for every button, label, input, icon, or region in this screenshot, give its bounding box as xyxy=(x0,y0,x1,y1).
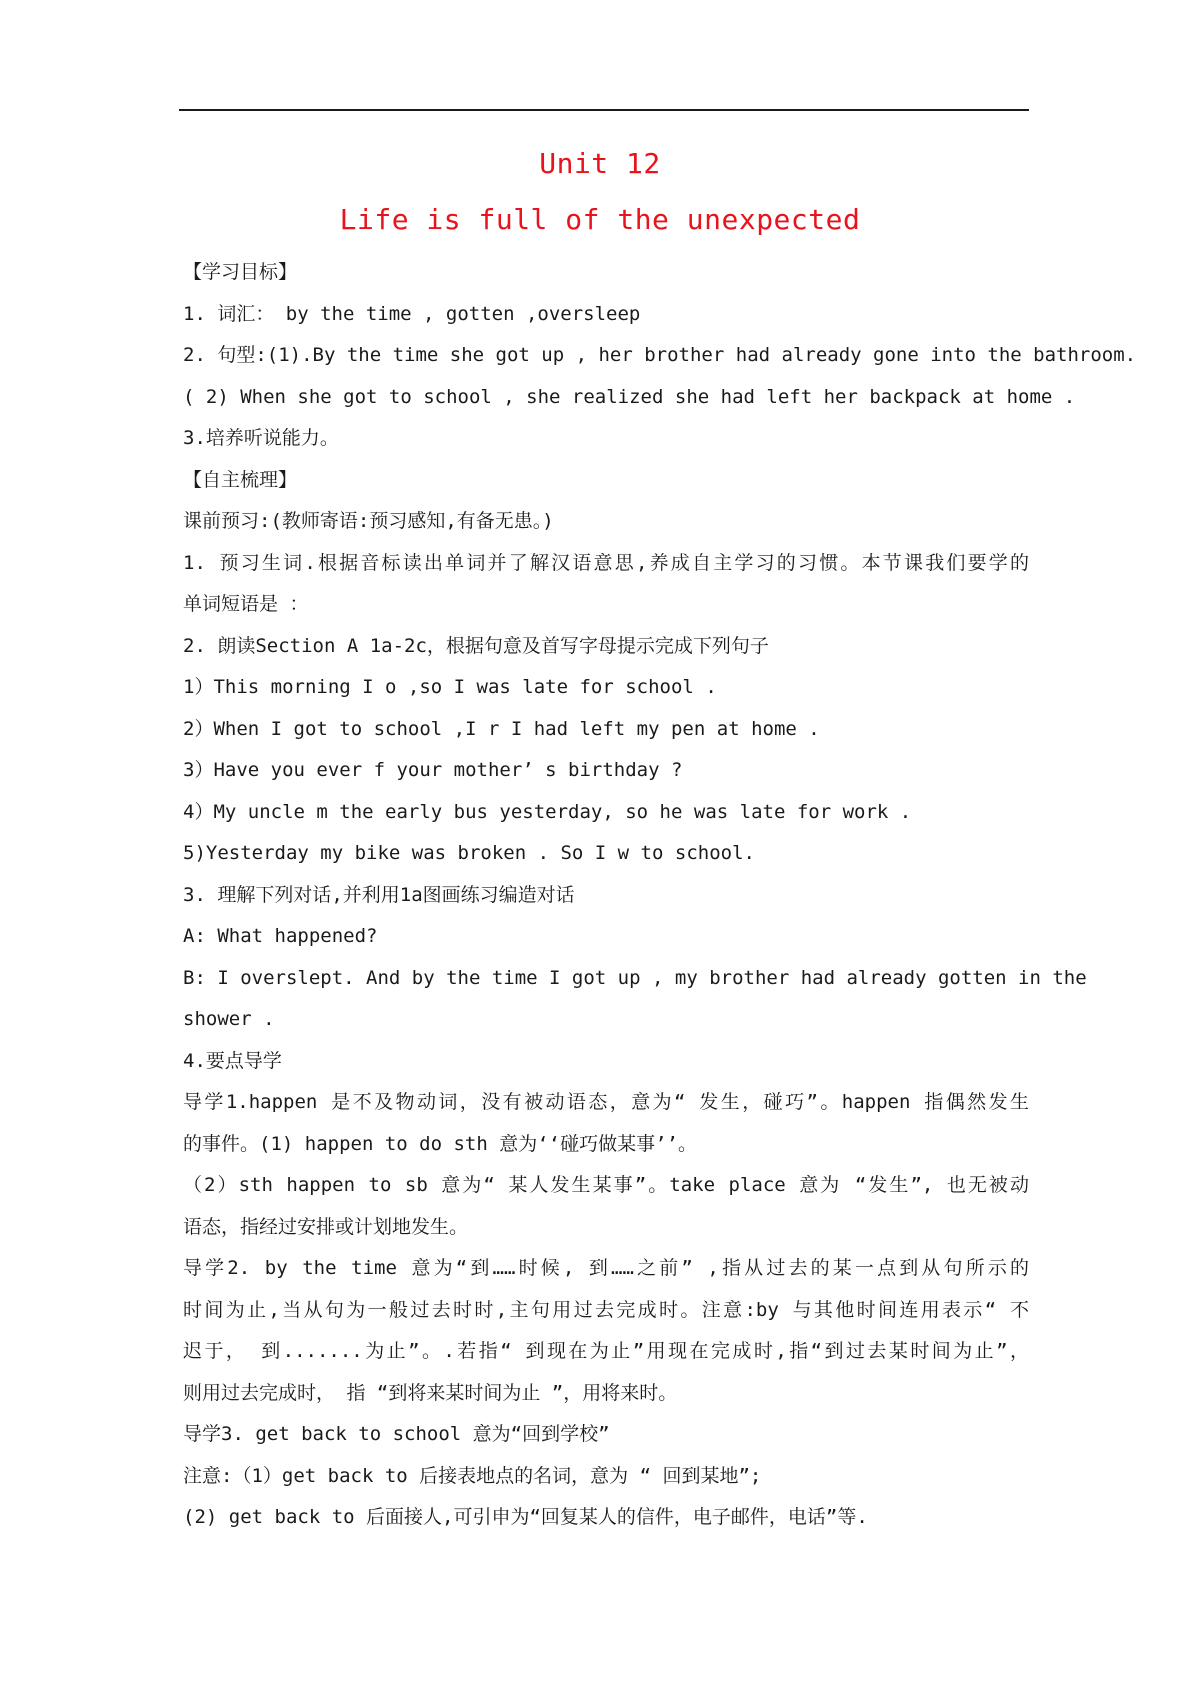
text-line: 导学3. get back to school 意为“回到学校” xyxy=(183,1423,610,1445)
text-line: 注意:（1）get back to 后接表地点的名词，意为 “ 回到某地”; xyxy=(183,1464,762,1487)
text-line: 导学2. by the time 意为“到……时候, 到……之前” ,指从过去的某一点到从句所示的 xyxy=(183,1257,1029,1279)
text-line: 5)Yesterday my bike was broken . So I w to school. xyxy=(183,842,755,864)
text-line: 【自主梳理】 xyxy=(183,468,298,491)
text-line: 单词短语是 ： xyxy=(183,593,309,615)
text-line: 2）When I got to school ,I r I had left my pen at home . xyxy=(183,717,820,740)
text-line: 2. 朗读Section A 1a-2c，根据句意及首写字母提示完成下列句子 xyxy=(183,634,769,657)
text-line: 2. 句型:(1).By the time she got up , her brother had already gone into the bathroom. xyxy=(183,344,1137,366)
text-line: 1. 词汇： by the time , gotten ,oversleep xyxy=(183,302,641,325)
text-line: 1. 预习生词.根据音标读出单词并了解汉语意思,养成自主学习的习惯。本节课我们要学的 xyxy=(183,551,1029,574)
text-line: 课前预习:(教师寄语:预习感知,有备无患。) xyxy=(183,510,554,532)
text-line: 时间为止,当从句为一般过去时时,主句用过去完成时。注意:by 与其他时间连用表示“ 不 xyxy=(183,1298,1029,1321)
text-line: 则用过去完成时， 指 “到将来某时间为止 ”，用将来时。 xyxy=(183,1381,678,1404)
text-line: shower . xyxy=(183,1008,275,1030)
text-line: 3）Have you ever f your mother’ s birthday ? xyxy=(183,759,683,781)
document-body xyxy=(183,252,1137,1539)
text-line: 3.培养听说能力。 xyxy=(183,427,339,449)
text-line: 3. 理解下列对话,并利用1a图画练习编造对话 xyxy=(183,883,575,906)
text-line: ( 2) When she got to school , she realized she had left her backpack at home . xyxy=(183,385,1076,408)
text-line: B: I overslept. And by the time I got up , my brother had already gotten in the xyxy=(183,966,1087,989)
unit-subtitle: Life is full of the unexpected xyxy=(339,203,861,236)
unit-title: Unit 12 xyxy=(539,147,661,180)
text-line: 的事件。(1) happen to do sth 意为‘‘碰巧做某事’’。 xyxy=(183,1132,697,1155)
text-line: 迟于， 到.......为止”。.若指“ 到现在为止”用现在完成时,指“到过去某时间为止”， xyxy=(183,1340,1029,1362)
header-rule xyxy=(179,109,1029,111)
text-line: 导学1.happen 是不及物动词，没有被动语态，意为“ 发生，碰巧”。happen 指偶然发生 xyxy=(183,1091,1029,1113)
text-line: 4.要点导学 xyxy=(183,1049,282,1072)
text-line: A: What happened? xyxy=(183,925,378,947)
text-line: (2) get back to 后面接人,可引申为“回复某人的信件，电子邮件，电话”等. xyxy=(183,1506,868,1528)
text-line: 4）My uncle m the early bus yesterday, so he was late for work . xyxy=(183,800,912,823)
text-line: （2）sth happen to sb 意为“ 某人发生某事”。take place 意为 “发生”, 也无被动 xyxy=(183,1174,1029,1196)
text-line: 【学习目标】 xyxy=(183,261,298,283)
text-line: 1）This morning I o ,so I was late for school . xyxy=(183,676,717,698)
text-line: 语态，指经过安排或计划地发生。 xyxy=(183,1215,469,1238)
